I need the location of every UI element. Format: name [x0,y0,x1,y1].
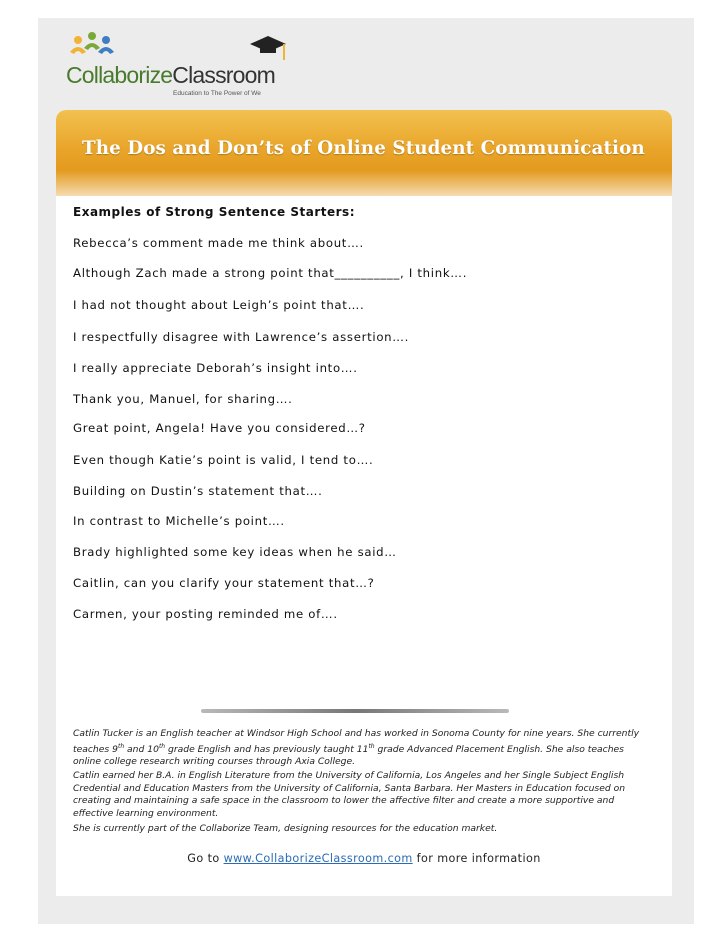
bio-superscript: th [117,742,125,750]
list-item: Building on Dustin’s statement that…. [73,484,323,498]
author-bio-paragraph-3: She is currently part of the Collaborize Team, designing resources for the education market. [73,823,498,834]
list-item: Even though Katie’s point is valid, I tend to…. [73,453,374,467]
list-item: Brady highlighted some key ideas when he said… [73,545,397,559]
footer-suffix: for more information [412,852,541,865]
list-item: I had not thought about Leigh’s point that…. [73,298,365,312]
logo-name-part1: Collaborize [66,62,173,88]
logo-tagline: Education to The Power of We [173,90,261,97]
page-title: The Dos and Don’ts of Online Student Communication [82,138,645,159]
bio-superscript: th [368,742,375,750]
list-item: In contrast to Michelle’s point…. [73,514,285,528]
logo-wordmark [66,62,275,89]
section-heading: Examples of Strong Sentence Starters: [73,205,355,219]
list-item: Although Zach made a strong point that__________, I think…. [73,266,468,280]
footer [0,852,728,865]
author-bio-paragraph-1 [73,728,645,769]
list-item: I respectfully disagree with Lawrence’s assertion…. [73,330,410,344]
logo-name-part2: Classroom [172,62,275,88]
list-item: Caitlin, can you clarify your statement that…? [73,576,375,590]
graduation-cap-icon [250,36,286,60]
list-item: I really appreciate Deborah’s insight into…. [73,361,358,375]
list-item: Rebecca’s comment made me think about…. [73,236,364,250]
website-link[interactable]: www.CollaborizeClassroom.com [223,852,413,865]
author-bio-paragraph-2: Catlin earned her B.A. in English Literature from the University of California, Los Angeles and her Single Subject English Credential and Education Masters from the University of California, Santa Barbara. Her Masters in Education focused on creating and maintaining a safe space in the classroom to lower the affective filter and create a more supportive and effective learning environment. [73,770,626,819]
people-icon [70,32,114,54]
bio-text: grade English and has previously taught 11 [165,743,369,755]
footer-prefix: Go to [187,852,224,865]
list-item: Carmen, your posting reminded me of…. [73,607,338,621]
bio-text: and 10 [124,743,159,755]
divider [201,709,509,713]
bio-text: Catlin Tucker is an English teacher at Windsor High School and has worked in Sonoma County for nine years. She currently teaches 9 [73,728,640,755]
bio-superscript: th [158,742,166,750]
list-item: Thank you, Manuel, for sharing…. [73,392,293,406]
list-item: Great point, Angela! Have you considered…? [73,421,366,435]
bio-text: grade Advanced Placement English. She also teaches online college research writing courses through Axia College. [73,743,624,768]
